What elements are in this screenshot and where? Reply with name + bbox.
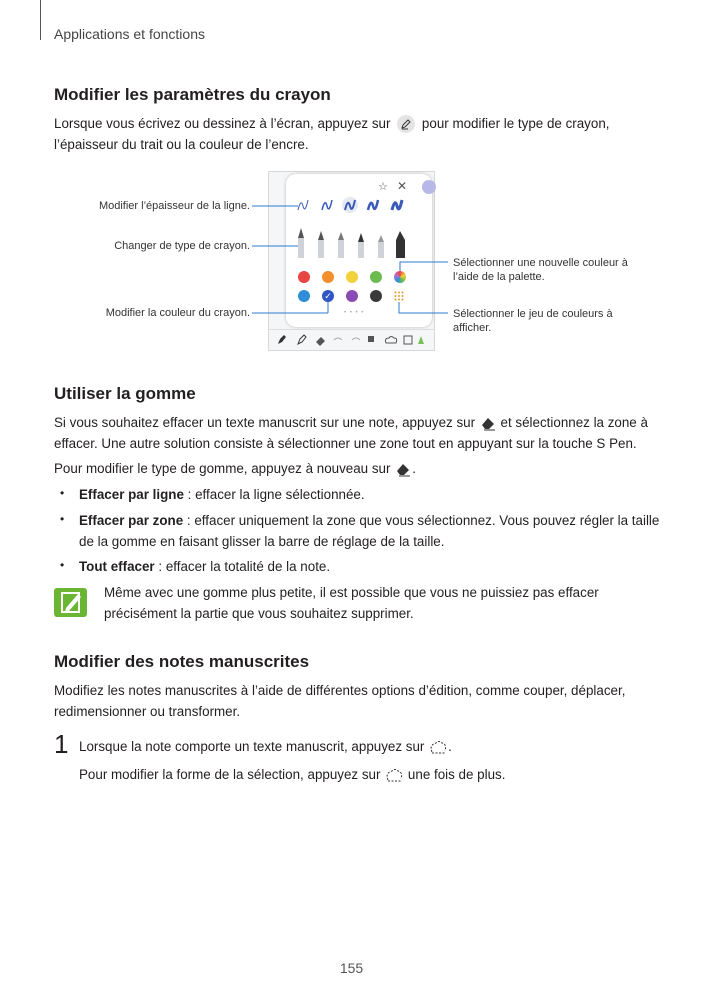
- callout-palette-line1: Sélectionner une nouvelle couleur à: [453, 257, 628, 269]
- step-1-subtext-after: une fois de plus.: [407, 767, 506, 782]
- pen-settings-text-1: Lorsque vous écrivez ou dessinez à l’écran, appuyez sur: [54, 116, 391, 131]
- bullet-erase-all-text: : effacer la totalité de la note.: [154, 559, 331, 574]
- bullet-marker: •: [60, 512, 65, 526]
- lasso-select-icon: [428, 739, 448, 755]
- callout-palette: [453, 256, 653, 284]
- note-icon: [54, 588, 87, 617]
- callout-pen-type: Changer de type de crayon.: [114, 240, 250, 252]
- section-title-edit-notes: Modifier des notes manuscrites: [54, 652, 310, 671]
- edit-notes-line1: Modifiez les notes manuscrites à l’aide de différentes options d’édition, comme couper, déplacer,: [54, 683, 626, 698]
- step-number: 1: [54, 729, 69, 759]
- eraser-paragraph-1: [54, 412, 648, 454]
- note-text-line2: précisément la partie que vous souhaitez supprimer.: [104, 606, 414, 621]
- callout-color-set-line2: afficher.: [453, 322, 492, 334]
- callout-pen-color: Modifier la couleur du crayon.: [105, 307, 250, 319]
- note-text: [104, 582, 599, 624]
- eraser-text-1: Si vous souhaitez effacer un texte manuscrit sur une note, appuyez sur: [54, 415, 476, 430]
- callout-thickness: Modifier l’épaisseur de la ligne.: [98, 200, 250, 212]
- lasso-select-icon-2: [384, 767, 404, 783]
- bullet-erase-area-text: : effacer uniquement la zone que vous sélectionnez. Vous pouvez régler la taille: [183, 513, 660, 528]
- step-1-text: [79, 736, 452, 757]
- bullet-marker: •: [60, 486, 65, 500]
- page-number: 155: [339, 960, 364, 976]
- bullet-erase-area-text-2: de la gomme en faisant glisser la barre de réglage de la taille.: [79, 534, 445, 549]
- step-1-subtext: [79, 764, 505, 785]
- edit-notes-line2: redimensionner ou transformer.: [54, 704, 241, 719]
- close-icon[interactable]: ✕: [397, 179, 408, 193]
- bullet-erase-area: [79, 510, 659, 552]
- bullet-erase-line-term: Effacer par ligne: [79, 487, 184, 502]
- favorite-star-icon[interactable]: ☆: [378, 181, 388, 193]
- step-1-subtext-before: Pour modifier la forme de la sélection, appuyez sur: [79, 767, 381, 782]
- color-swatch-selected[interactable]: ✓: [322, 290, 334, 302]
- bullet-erase-area-term: Effacer par zone: [79, 513, 184, 528]
- callout-color-set: [453, 307, 653, 335]
- bullet-erase-all-term: Tout effacer: [79, 559, 155, 574]
- bullet-erase-line-text: : effacer la ligne sélectionnée.: [183, 487, 365, 502]
- step-1-text-after: .: [448, 739, 452, 754]
- bullet-marker: •: [60, 558, 65, 572]
- bullet-erase-all: [79, 556, 330, 577]
- edit-notes-paragraph: [54, 680, 625, 722]
- eraser-type-text: Pour modifier le type de gomme, appuyez à nouveau sur: [54, 461, 391, 476]
- pen-settings-text-3: l’épaisseur du trait ou la couleur de l’encre.: [54, 137, 309, 152]
- section-title-eraser: Utiliser la gomme: [54, 384, 196, 403]
- eraser-paragraph-2: [54, 458, 416, 479]
- callout-palette-line2: l’aide de la palette.: [453, 271, 545, 283]
- eraser-icon: [479, 415, 497, 431]
- page-indicator-dots: • • • •: [344, 310, 365, 316]
- eraser-icon-2: [394, 461, 412, 477]
- eraser-text-3: effacer. Une autre solution consiste à sélectionner une zone tout en appuyant sur la touche S Pen.: [54, 436, 637, 451]
- bullet-erase-line: [79, 484, 365, 505]
- running-head: Applications et fonctions: [54, 26, 205, 42]
- pen-settings-text-2: pour modifier le type de crayon,: [421, 116, 610, 131]
- pen-settings-figure: [0, 0, 703, 360]
- note-text-line1: Même avec une gomme plus petite, il est possible que vous ne puissiez pas effacer: [104, 585, 599, 600]
- step-1-text-before: Lorsque la note comporte un texte manuscrit, appuyez sur: [79, 739, 425, 754]
- eraser-text-2: et sélectionnez la zone à: [500, 415, 648, 430]
- section-title-pen-settings: Modifier les paramètres du crayon: [54, 85, 331, 104]
- eraser-type-text-end: .: [412, 461, 416, 476]
- callout-color-set-line1: Sélectionner le jeu de couleurs à: [453, 308, 613, 320]
